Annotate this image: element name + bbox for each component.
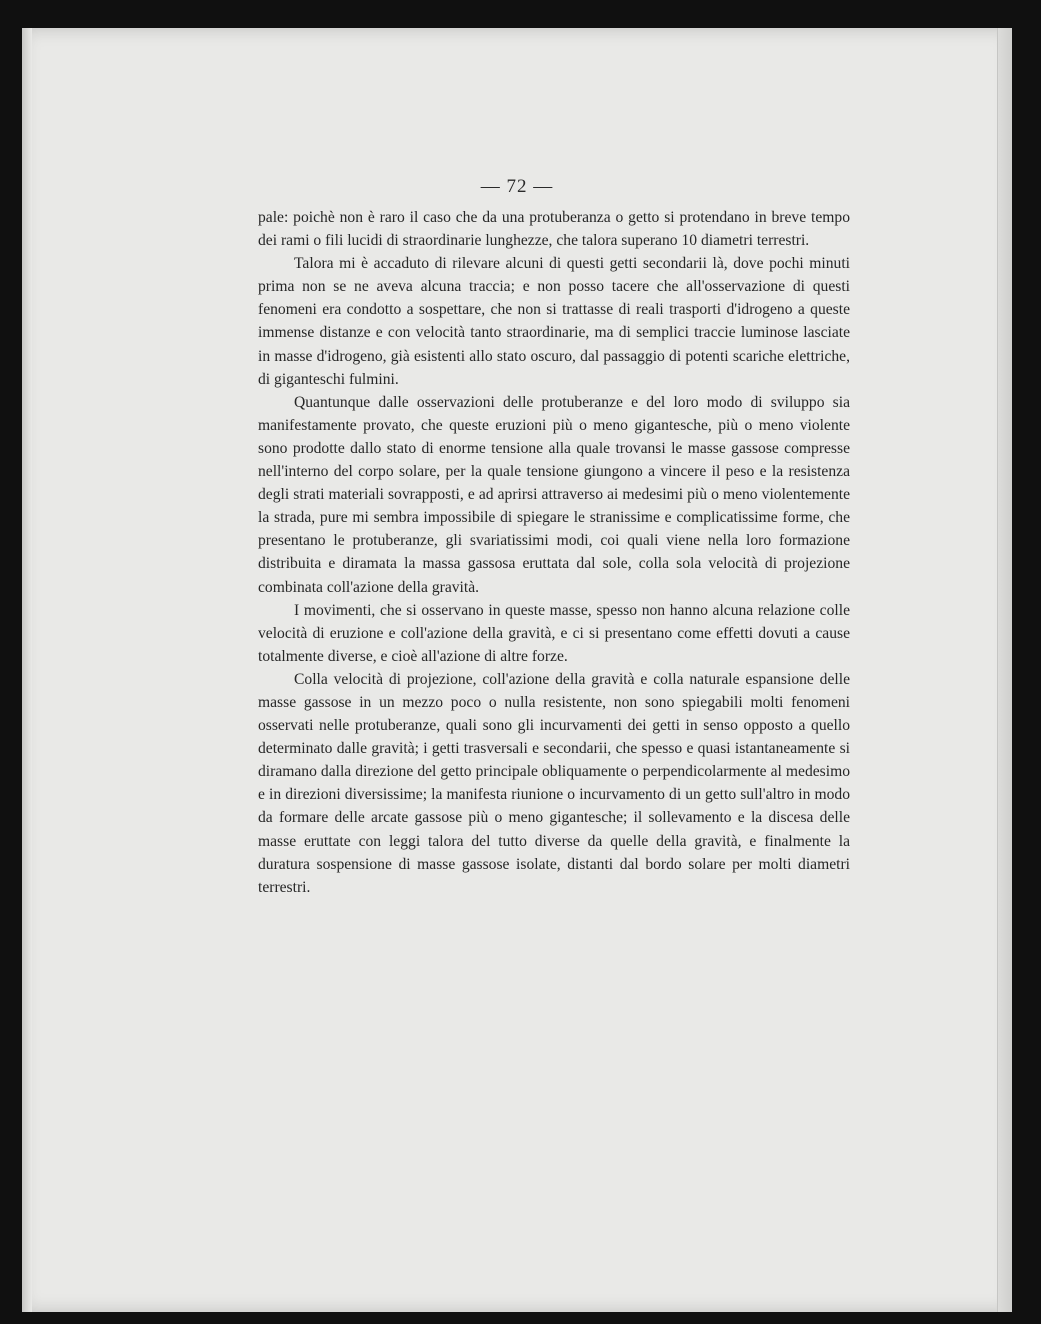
body-text: [258, 206, 850, 899]
paragraph-3: Quantunque dalle osservazioni delle protuberanze e del loro modo di sviluppo sia manifestamente provato, che queste eruzioni più o meno gigantesche, più o meno violente sono prodotte dallo stato di enorme tensione alla quale trovansi le masse gassose compresse nell'interno del corpo solare, per la quale tensione giungono a vincere il peso e la resistenza degli strati materiali sovrapposti, e ad aprirsi attraverso ai medesimi più o meno violentemente la strada, pure mi sembra impossibile di spiegare le stranissime e complicatissime forme, che presentano le protuberanze, gli svariatissimi modi, coi quali viene nella loro formazione distribuita e diramata la massa gassosa eruttata dal sole, colla sola velocità di projezione combinata coll'azione della gravità.: [258, 393, 850, 596]
book-page: [22, 28, 1012, 1312]
paragraph-5: Colla velocità di projezione, coll'azione della gravità e colla naturale espansione delle masse gassose in un mezzo poco o nulla resistente, non sono spiegabili molti fenomeni osservati nelle protuberanze, quali sono gli incurvamenti dei getti in senso opposto a quello determinato dalle gravità; i getti trasversali e secondarii, che spesso e quasi istantaneamente si diramano dalla direzione del getto principale obliquamente o perpendicolarmente al medesimo e in direzioni diversissime; la manifesta riunione o incurvamento di un getto sull'altro in modo da formare delle arcate gassose più o meno gigantesche; il sollevamento e la discesa delle masse eruttate con leggi talora del tutto diverse da quelle della gravità, e finalmente la duratura sospensione di masse gassose isolate, distanti dal bordo solare per molti diametri terrestri.: [258, 670, 850, 896]
page-edge: [997, 28, 1012, 1312]
page-number: — 72 —: [480, 176, 554, 197]
page-gutter-shadow: [22, 28, 32, 1312]
paragraph-4: I movimenti, che si osservano in queste masse, spesso non hanno alcuna relazione colle velocità di eruzione e coll'azione della gravità, e ci si presentano come effetti dovuti a cause totalmente diverse, e cioè all'azione di altre forze.: [258, 601, 850, 665]
paragraph-2: Talora mi è accaduto di rilevare alcuni di questi getti secondarii là, dove pochi minuti prima non se ne aveva alcuna traccia; e non posso tacere che all'osservazione di questi fenomeni era condotto a sospettare, che non si trattasse di reali trasporti d'idrogeno a queste immense distanze e con velocità tanto straordinarie, ma di semplici traccie luminose lasciate in masse d'idrogeno, già esistenti allo stato oscuro, dal passaggio di potenti scariche elettriche, di giganteschi fulmini.: [258, 255, 850, 388]
paragraph-1: pale: poichè non è raro il caso che da una protuberanza o getto si protendano in breve tempo dei rami o fili lucidi di straordinarie lunghezze, che talora superano 10 diametri terrestri.: [258, 209, 850, 250]
